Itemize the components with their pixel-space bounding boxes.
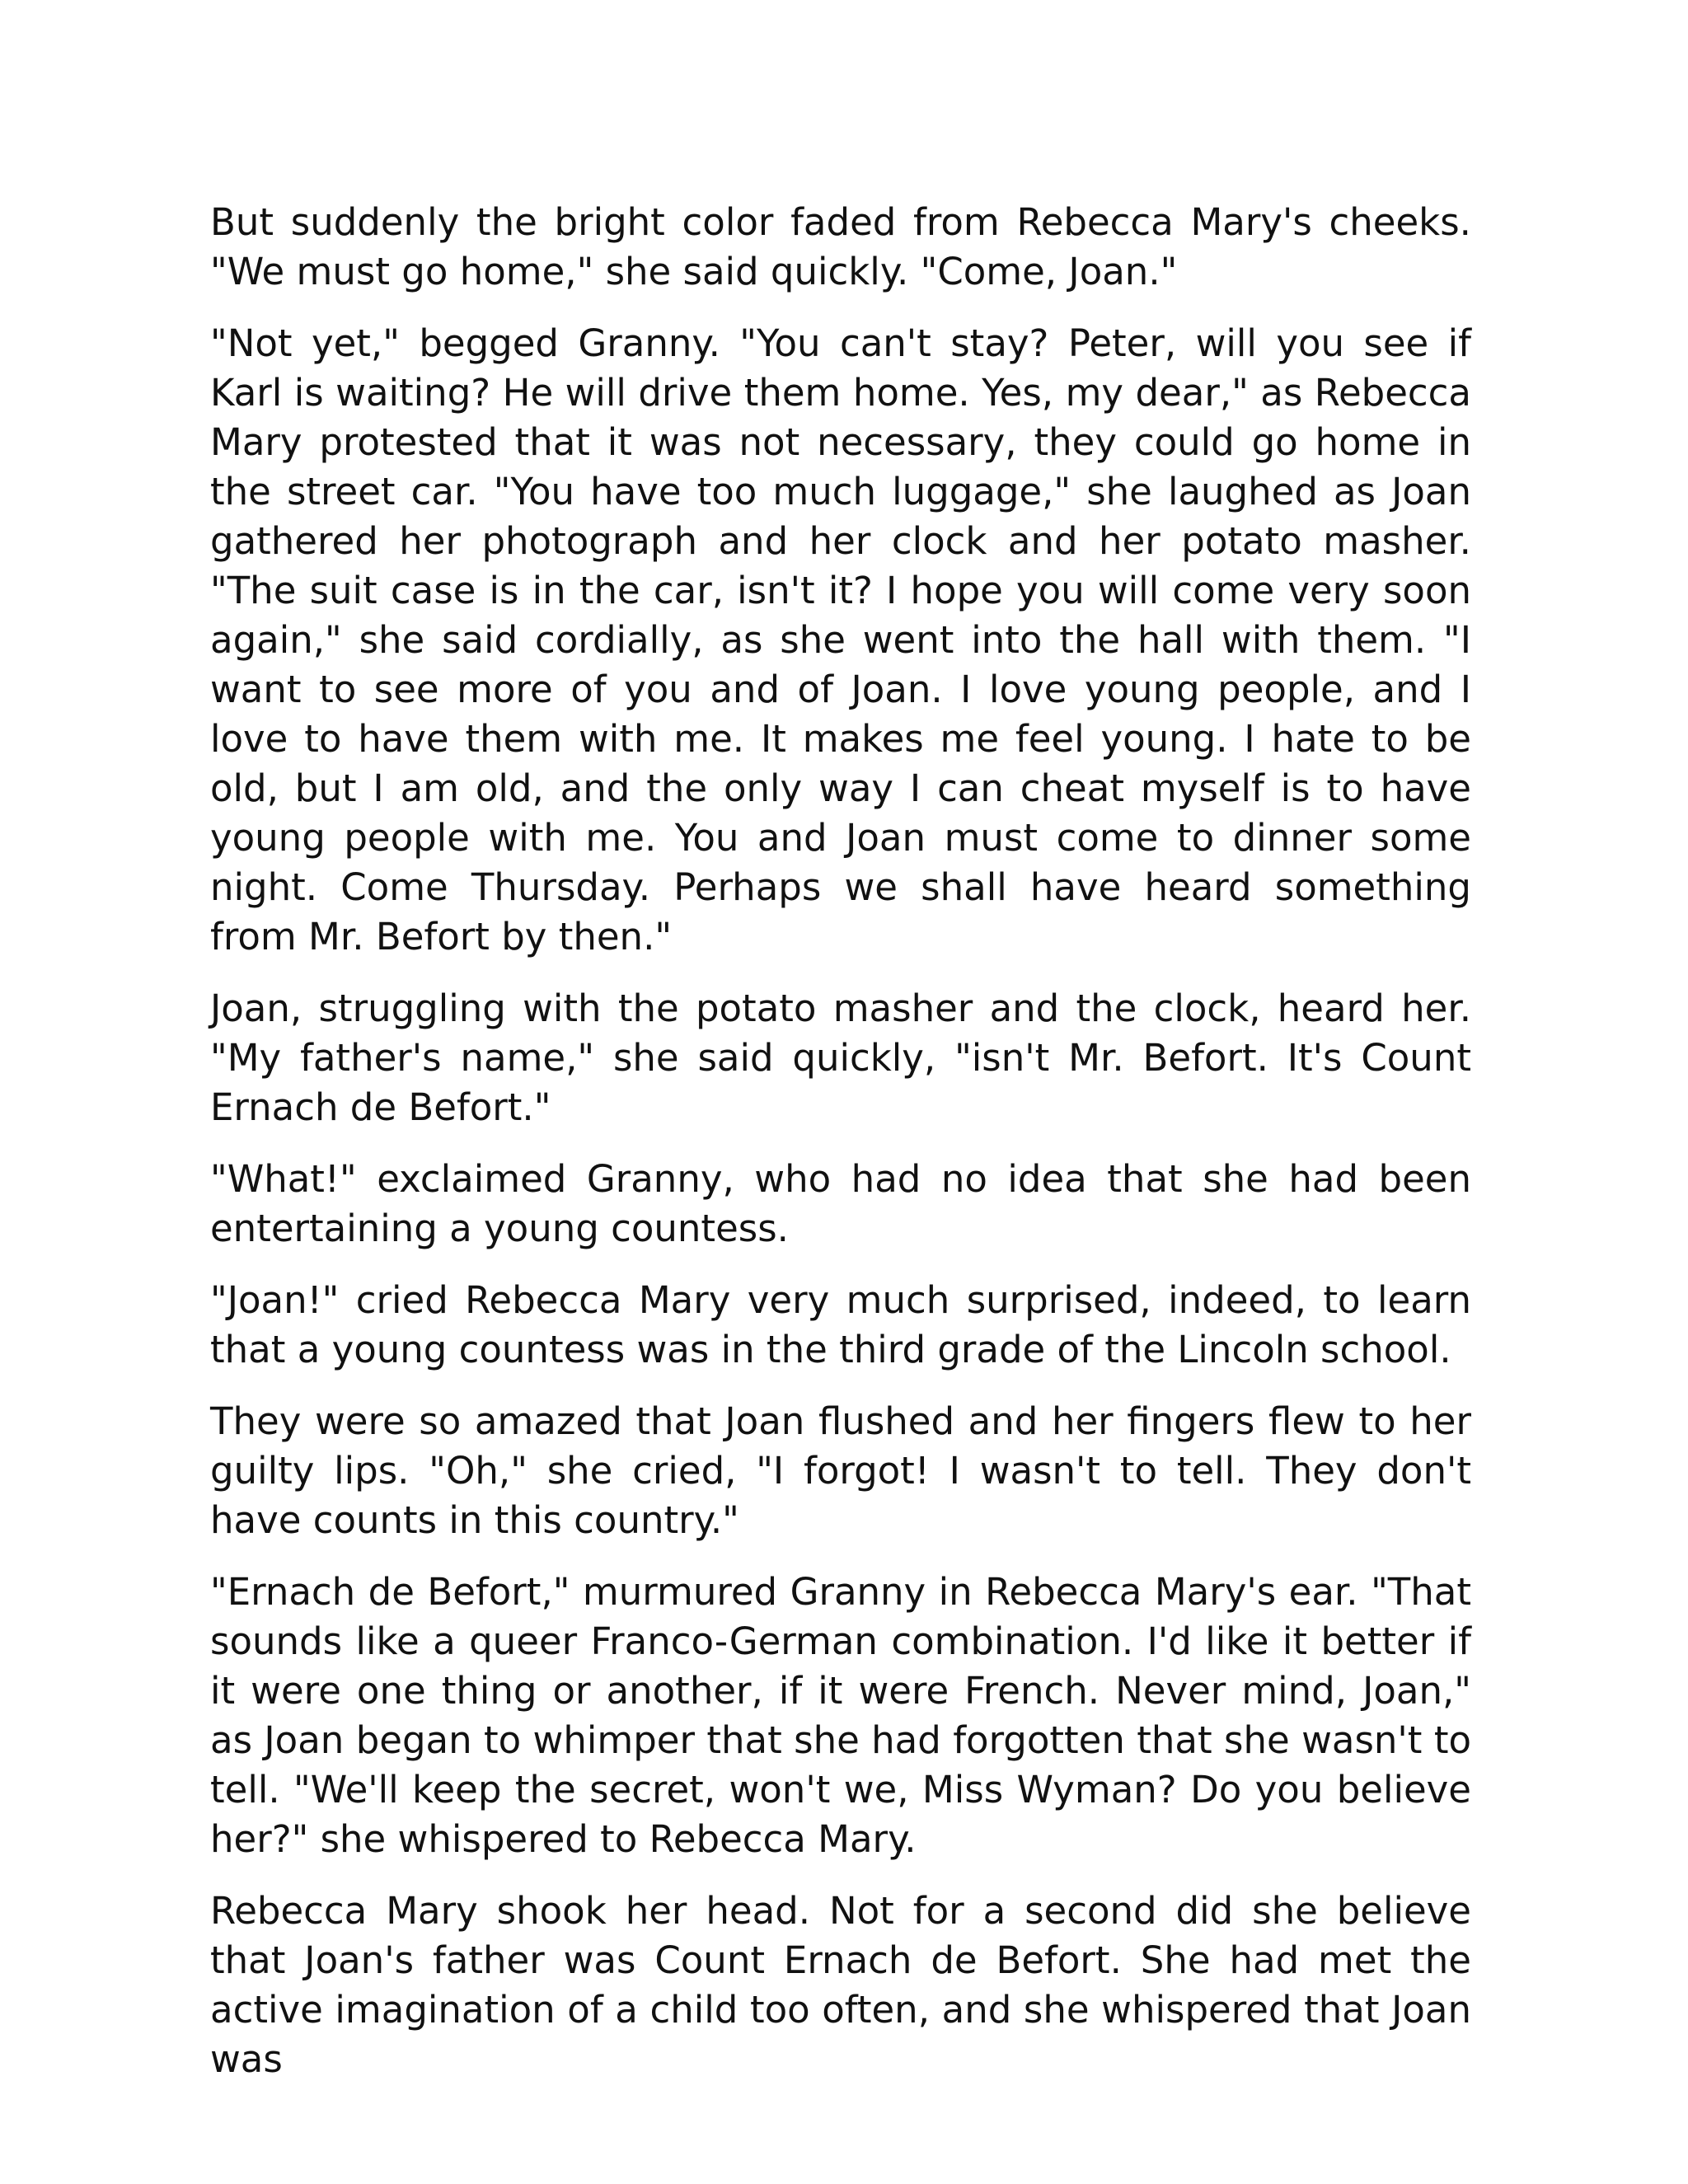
paragraph: "What!" exclaimed Granny, who had no idea that she had been entertaining a young countess. xyxy=(210,1157,1471,1250)
paragraph: "Ernach de Befort," murmured Granny in Rebecca Mary's ear. "That sounds like a queer Franco-German combination. I'd like it better if it were one thing or another, if it were French. Never mind, Joan," as Joan began to whimper that she had forgotten that she wasn't to tell. "We'll keep the secret, won't we, Miss Wyman? Do you believe her?" she whispered to Rebecca Mary. xyxy=(210,1570,1471,1861)
paragraph: Joan, struggling with the potato masher and the clock, heard her. "My father's name," she said quickly, "isn't Mr. Befort. It's Count Ernach de Befort." xyxy=(210,987,1471,1129)
paragraph: Rebecca Mary shook her head. Not for a second did she believe that Joan's father was Count Ernach de Befort. She had met the active imagination of a child too often, and she whispered that Joan was xyxy=(210,1889,1471,2081)
paragraph: But suddenly the bright color faded from Rebecca Mary's cheeks. "We must go home," she said quickly. "Come, Joan." xyxy=(210,200,1471,293)
body-text xyxy=(210,198,1471,2084)
paragraph: They were so amazed that Joan flushed and her fingers flew to her guilty lips. "Oh," she cried, "I forgot! I wasn't to tell. They don't have counts in this country." xyxy=(210,1399,1471,1542)
paragraph: "Not yet," begged Granny. "You can't stay? Peter, will you see if Karl is waiting? He will drive them home. Yes, my dear," as Rebecca Mary protested that it was not necessary, they could go home in the street car. "You have too much luggage," she laughed as Joan gathered her photograph and her clock and her potato masher. "The suit case is in the car, isn't it? I hope you will come very soon again," she said cordially, as she went into the hall with them. "I want to see more of you and of Joan. I love young people, and I love to have them with me. It makes me feel young. I hate to be old, but I am old, and the only way I can cheat myself is to have young people with me. You and Joan must come to dinner some night. Come Thursday. Perhaps we shall have heard something from Mr. Befort by then." xyxy=(210,321,1471,958)
paragraph: "Joan!" cried Rebecca Mary very much surprised, indeed, to learn that a young countess was in the third grade of the Lincoln school. xyxy=(210,1278,1471,1371)
